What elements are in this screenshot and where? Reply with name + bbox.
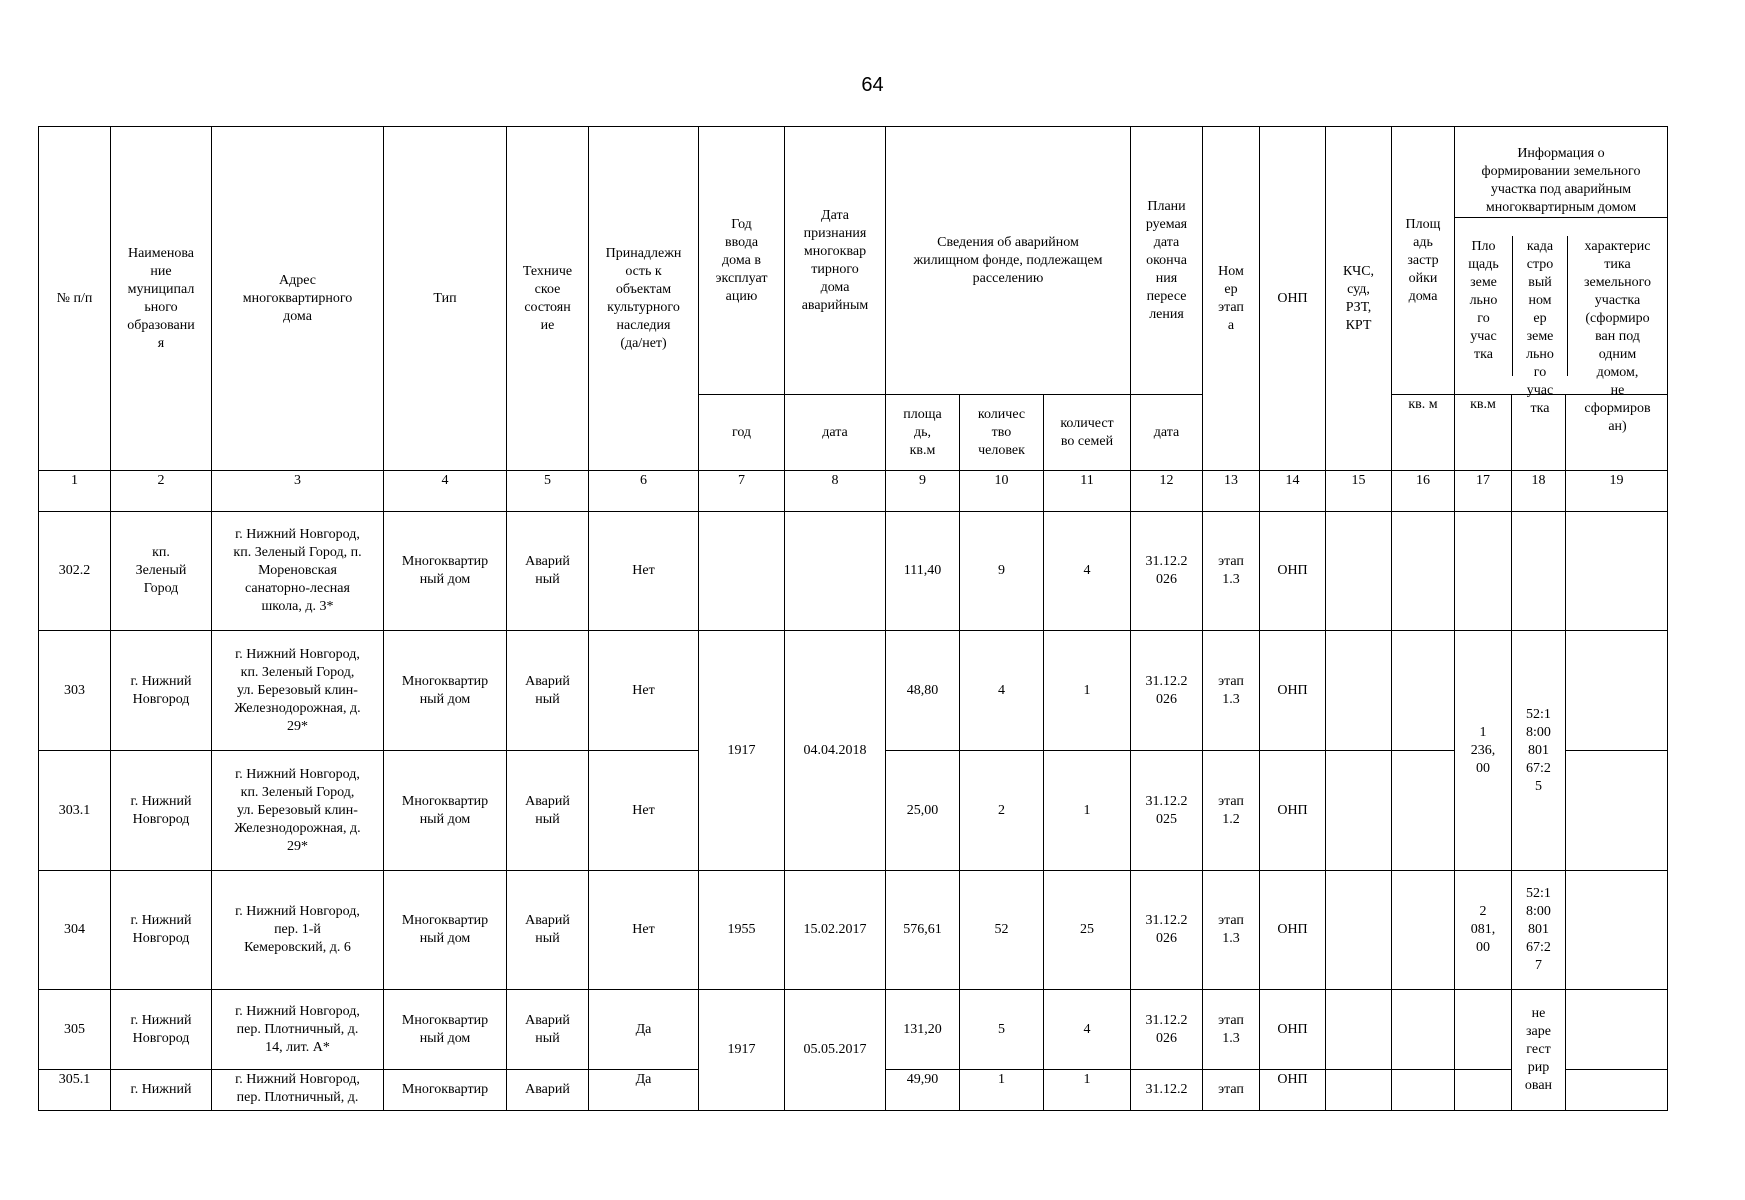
cell-state: Аварий ный	[507, 631, 589, 751]
cell-people: 9	[960, 512, 1044, 631]
cell-address: г. Нижний Новгород, кп. Зеленый Город, п. Мореновская санаторно-лесная школа, д. 3*	[212, 512, 384, 631]
column-number: 9	[886, 471, 960, 512]
cell-land-area	[1455, 1070, 1512, 1111]
cell-land-area	[1455, 512, 1512, 631]
cell-area: 48,80	[886, 631, 960, 751]
cell-families: 25	[1044, 871, 1131, 990]
cell-municipality: г. Нижний	[111, 1070, 212, 1111]
cell-heritage: Нет	[589, 751, 699, 871]
cell-state: Аварий ный	[507, 990, 589, 1070]
cell-number: 303.1	[39, 751, 111, 871]
subheader-people: количес тво человек	[960, 395, 1044, 471]
cell-state: Аварий	[507, 1070, 589, 1111]
cell-planned-date: 31.12.2 026	[1131, 990, 1203, 1070]
column-number: 7	[699, 471, 785, 512]
header-land-info: Информация о формировании земельного участка под аварийным многоквартирным домом	[1455, 145, 1667, 218]
cell-address: г. Нижний Новгород, кп. Зеленый Город, ул. Березовый клин- Железнодорожная, д. 29*	[212, 631, 384, 751]
header-stage: Ном ер этап а	[1203, 127, 1260, 471]
cell-municipality: г. Нижний Новгород	[111, 871, 212, 990]
header-emergency-fund: Сведения об аварийном жилищном фонде, подлежащем расселению	[886, 127, 1131, 395]
cell-building-area	[1392, 1070, 1455, 1111]
cell-stage: этап 1.3	[1203, 990, 1260, 1070]
cell-type: Многоквартир ный дом	[384, 751, 507, 871]
cell-characteristic	[1566, 512, 1668, 631]
column-number: 13	[1203, 471, 1260, 512]
cell-building-area	[1392, 990, 1455, 1070]
cell-date: 05.05.2017	[785, 990, 886, 1111]
cell-address: г. Нижний Новгород, пер. Плотничный, д.	[212, 1070, 384, 1111]
cell-onp: ОНП	[1260, 871, 1326, 990]
cell-building-area	[1392, 512, 1455, 631]
header-onp: ОНП	[1260, 127, 1326, 471]
cell-heritage: Нет	[589, 512, 699, 631]
cell-municipality: кп. Зеленый Город	[111, 512, 212, 631]
cell-characteristic	[1566, 1070, 1668, 1111]
cell-number: 304	[39, 871, 111, 990]
cell-number: 303	[39, 631, 111, 751]
cell-year: 1955	[699, 871, 785, 990]
cell-date	[785, 512, 886, 631]
cell-onp: ОНП	[1260, 751, 1326, 871]
column-number: 14	[1260, 471, 1326, 512]
cell-type: Многоквартир	[384, 1070, 507, 1111]
table-row	[39, 512, 1668, 631]
cell-families: 4	[1044, 990, 1131, 1070]
subheader-planned-date: дата	[1131, 395, 1203, 471]
header-type: Тип	[384, 127, 507, 471]
cell-characteristic	[1566, 751, 1668, 871]
cell-type: Многоквартир ный дом	[384, 631, 507, 751]
subheader-land-area-unit: кв.м	[1455, 395, 1512, 471]
cell-heritage: Нет	[589, 631, 699, 751]
header-kchs: КЧС, суд, РЗТ, КРТ	[1326, 127, 1392, 471]
cell-municipality: г. Нижний Новгород	[111, 990, 212, 1070]
cell-heritage: Да	[589, 1070, 699, 1111]
cell-people: 1	[960, 1070, 1044, 1111]
cell-year: 1917	[699, 631, 785, 871]
cell-type: Многоквартир ный дом	[384, 871, 507, 990]
cell-families: 1	[1044, 1070, 1131, 1111]
cell-cadastral: 52:1 8:00 801 67:2 7	[1512, 871, 1566, 990]
header-tech-state: Техниче ское состоян ие	[507, 127, 589, 471]
cell-stage: этап 1.2	[1203, 751, 1260, 871]
cell-kchs	[1326, 512, 1392, 631]
subheader-date: дата	[785, 395, 886, 471]
cell-planned-date: 31.12.2	[1131, 1070, 1203, 1111]
cell-municipality: г. Нижний Новгород	[111, 751, 212, 871]
header-land-area: Пло щадь земе льно го учас тка	[1455, 236, 1513, 376]
cell-land-area: 1 236, 00	[1455, 631, 1512, 871]
cell-state: Аварий ный	[507, 512, 589, 631]
header-municipality: Наименова ние муниципал ьного образовани я	[111, 127, 212, 471]
cell-area: 25,00	[886, 751, 960, 871]
emergency-housing-table	[38, 126, 1668, 1111]
cell-characteristic	[1566, 871, 1668, 990]
cell-date: 15.02.2017	[785, 871, 886, 990]
cell-area: 576,61	[886, 871, 960, 990]
cell-families: 1	[1044, 631, 1131, 751]
column-number: 3	[212, 471, 384, 512]
cell-onp: ОНП	[1260, 1070, 1326, 1111]
column-numbers-row	[39, 471, 1668, 512]
header-number: № п/п	[39, 127, 111, 471]
cell-stage: этап 1.3	[1203, 512, 1260, 631]
cell-year	[699, 512, 785, 631]
cell-characteristic	[1566, 631, 1668, 751]
cell-kchs	[1326, 751, 1392, 871]
subheader-building-area-unit: кв. м	[1392, 395, 1455, 471]
column-number: 18	[1512, 471, 1566, 512]
cell-land-area: 2 081, 00	[1455, 871, 1512, 990]
table-row	[39, 631, 1668, 751]
cell-onp: ОНП	[1260, 631, 1326, 751]
cell-kchs	[1326, 990, 1392, 1070]
cell-municipality: г. Нижний Новгород	[111, 631, 212, 751]
cell-state: Аварий ный	[507, 871, 589, 990]
cell-building-area	[1392, 751, 1455, 871]
cell-land-area	[1455, 990, 1512, 1070]
cell-address: г. Нижний Новгород, пер. 1-й Кемеровский, д. 6	[212, 871, 384, 990]
cell-kchs	[1326, 1070, 1392, 1111]
header-year: Год ввода дома в эксплуат ацию	[699, 127, 785, 395]
table-row	[39, 990, 1668, 1070]
header-land-characteristic: характерис тика земельного участка (сформиро ван под одним домом, не сформиров ан)	[1583, 239, 1652, 434]
column-number: 17	[1455, 471, 1512, 512]
cell-building-area	[1392, 871, 1455, 990]
cell-area: 49,90	[886, 1070, 960, 1111]
column-number: 5	[507, 471, 589, 512]
subheader-families: количест во семей	[1044, 395, 1131, 471]
cell-number: 302.2	[39, 512, 111, 631]
column-number: 8	[785, 471, 886, 512]
cell-people: 4	[960, 631, 1044, 751]
column-number: 16	[1392, 471, 1455, 512]
column-number: 1	[39, 471, 111, 512]
cell-families: 4	[1044, 512, 1131, 631]
cell-area: 111,40	[886, 512, 960, 631]
cell-planned-date: 31.12.2 026	[1131, 871, 1203, 990]
column-number: 11	[1044, 471, 1131, 512]
table-row	[39, 871, 1668, 990]
cell-planned-date: 31.12.2 026	[1131, 631, 1203, 751]
cell-onp: ОНП	[1260, 990, 1326, 1070]
header-building-area: Площ адь застр ойки дома	[1392, 127, 1455, 395]
cell-year: 1917	[699, 990, 785, 1111]
cell-characteristic	[1566, 990, 1668, 1070]
cell-families: 1	[1044, 751, 1131, 871]
cell-cadastral: 52:1 8:00 801 67:2 5	[1512, 631, 1566, 871]
subheader-area: площа дь, кв.м	[886, 395, 960, 471]
cell-address: г. Нижний Новгород, кп. Зеленый Город, ул. Березовый клин- Железнодорожная, д. 29*	[212, 751, 384, 871]
cell-stage: этап 1.3	[1203, 631, 1260, 751]
cell-area: 131,20	[886, 990, 960, 1070]
cell-number: 305	[39, 990, 111, 1070]
cell-people: 52	[960, 871, 1044, 990]
column-number: 19	[1566, 471, 1668, 512]
cell-people: 5	[960, 990, 1044, 1070]
cell-kchs	[1326, 871, 1392, 990]
cell-type: Многоквартир ный дом	[384, 990, 507, 1070]
cell-heritage: Да	[589, 990, 699, 1070]
cell-number: 305.1	[39, 1070, 111, 1111]
cell-date: 04.04.2018	[785, 631, 886, 871]
cell-cadastral: не заре гест рир ован	[1512, 990, 1566, 1111]
cell-address: г. Нижний Новгород, пер. Плотничный, д. 14, лит. А*	[212, 990, 384, 1070]
cell-planned-date: 31.12.2 025	[1131, 751, 1203, 871]
column-number: 15	[1326, 471, 1392, 512]
cell-heritage: Нет	[589, 871, 699, 990]
cell-kchs	[1326, 631, 1392, 751]
subheader-year: год	[699, 395, 785, 471]
header-recognition-date: Дата признания многоквар тирного дома аварийным	[785, 127, 886, 395]
header-planned-date: Плани руемая дата оконча ния пересе ления	[1131, 127, 1203, 395]
cell-onp: ОНП	[1260, 512, 1326, 631]
column-number: 6	[589, 471, 699, 512]
cell-cadastral	[1512, 512, 1566, 631]
cell-stage: этап 1.3	[1203, 871, 1260, 990]
cell-stage: этап	[1203, 1070, 1260, 1111]
header-row-main	[39, 127, 1668, 395]
cell-type: Многоквартир ный дом	[384, 512, 507, 631]
cell-building-area	[1392, 631, 1455, 751]
cell-planned-date: 31.12.2 026	[1131, 512, 1203, 631]
header-cadastral: када стро вый ном ер земе льно го учас тка	[1513, 236, 1568, 376]
column-number: 2	[111, 471, 212, 512]
column-number: 10	[960, 471, 1044, 512]
page-number: 64	[861, 74, 884, 96]
header-address: Адрес многоквартирного дома	[212, 127, 384, 471]
header-heritage: Принадлежн ость к объектам культурного наследия (да/нет)	[589, 127, 699, 471]
cell-state: Аварий ный	[507, 751, 589, 871]
column-number: 12	[1131, 471, 1203, 512]
cell-people: 2	[960, 751, 1044, 871]
column-number: 4	[384, 471, 507, 512]
